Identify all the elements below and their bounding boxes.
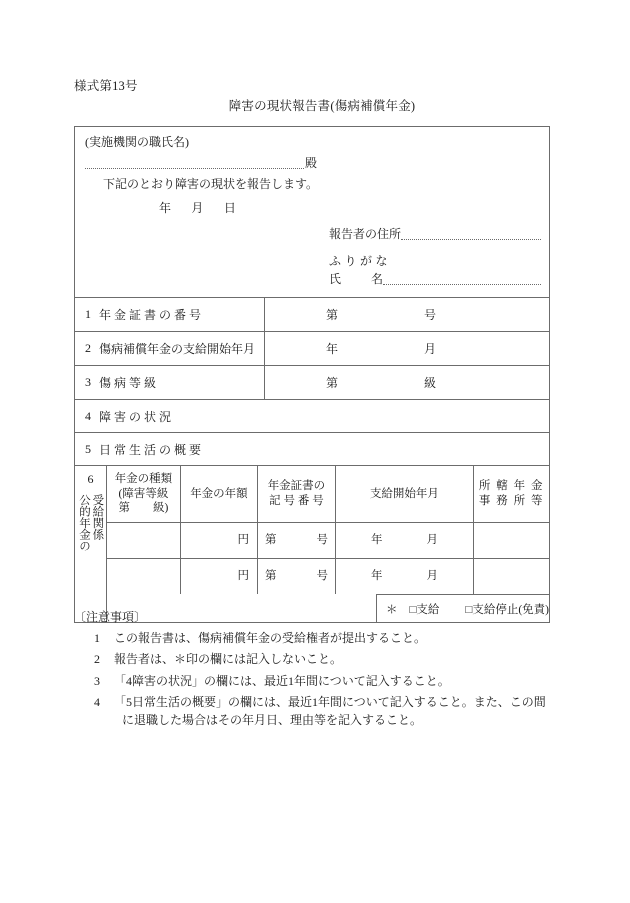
note-number: 3 [94,673,100,688]
table-row [107,522,549,558]
note-text-continuation: に退職した場合はその年月日、理由等を記入すること。 [122,713,423,727]
column-header-cert-symbol-number: 年金証書の 記 号 番 号 [258,466,336,522]
cell-annual-amount[interactable]: 円 [181,559,258,594]
reporter-address-label: 報告者の住所 [329,227,402,241]
cell-pension-type[interactable] [107,523,181,558]
pension-table-header-row [107,466,549,522]
note-item [74,672,554,690]
cell-cert-number[interactable]: 第 号 [258,523,336,558]
reporter-address-input-line[interactable] [401,227,541,240]
note-number: 1 [94,630,100,645]
note-item [74,629,554,647]
row-label-disability-condition[interactable]: 4 障 害 の 状 況 [75,399,549,432]
row-label-injury-grade: 3 傷 病 等 級 [75,366,265,399]
reporter-name-label: 氏 名 [329,272,384,286]
notes-title: 〔注意事項〕 [74,610,147,624]
cell-cert-number[interactable]: 第 号 [258,559,336,594]
cell-start-date[interactable]: 年 月 [336,559,474,594]
public-pension-side-label [75,466,107,622]
report-statement: 下記のとおり障害の現状を報告します。 [103,177,319,191]
note-text: この報告書は、傷病補償年金の受給権者が提出すること。 [114,630,427,645]
form-number: 様式第13号 [74,79,138,93]
column-header-pension-type: 年金の種類 (障害等級 第 級) [107,466,181,522]
row-value-pension-cert-number[interactable]: 第 号 [325,308,437,322]
row-label-daily-life-summary[interactable]: 5 日 常 生 活 の 概 要 [75,432,549,465]
note-text: 報告者は、＊印の欄には記入しないこと。 [114,652,343,666]
notes-section [74,608,554,728]
furigana-label: ふりがな [329,254,392,268]
cell-pension-office[interactable] [474,559,549,594]
column-header-annual-amount: 年金の年額 [181,466,258,522]
cell-start-date[interactable]: 年 月 [336,523,474,558]
table-row [75,365,549,399]
section-number: 6 [87,472,94,486]
furigana-field [329,255,541,267]
agency-name-label: (実施機関の職氏名) [85,135,189,149]
column-header-pension-office: 所 轄 年 金 事 務 所 等 [478,480,545,507]
date-day-label: 日 [223,201,237,215]
vertical-label-receipt-relation: 受給関係 [91,494,104,540]
row-value-injury-grade[interactable]: 第 級 [325,376,437,390]
note-item [74,693,554,711]
row-label-pension-cert-number: 1 年 金 証 書 の 番 号 [75,298,265,331]
agency-name-input-line[interactable] [85,155,304,169]
column-header-start-date: 支給開始年月 [336,466,474,522]
form-frame [74,126,550,623]
note-item [74,650,554,668]
date-month-label: 月 [191,201,204,215]
checkbox-option-suspended[interactable]: □支給停止(免責) [465,603,549,616]
reporter-name-field[interactable] [329,272,541,285]
vertical-label-public-pension: 公的年金の [77,494,90,552]
cell-annual-amount[interactable]: 円 [181,523,258,558]
table-row [107,558,549,594]
asterisk-marker: ＊ [385,603,398,616]
note-number: 4 [94,695,100,709]
cell-pension-office[interactable] [474,523,549,558]
reporter-header-block [75,127,549,297]
cell-pension-type[interactable] [107,559,181,594]
note-text: 「5日常生活の概要」の欄には、最近1年間について記入すること。また、この間 [114,695,546,709]
submission-date-line[interactable] [159,199,236,216]
note-number: 2 [94,652,100,666]
table-row [75,331,549,365]
public-pension-section [75,465,549,622]
reporter-address-field[interactable] [329,227,541,240]
row-value-benefit-start-date[interactable]: 年 月 [325,342,437,356]
reporter-name-input-line[interactable] [383,272,541,285]
date-year-label: 年 [159,201,172,215]
table-row [75,297,549,331]
note-text: 「4障害の状況」の欄には、最近1年間について記入すること。 [114,673,450,688]
row-label-benefit-start-date: 2 傷病補償年金の支給開始年月 [75,332,265,365]
agency-name-field[interactable] [85,155,317,169]
checkbox-option-paid[interactable]: □支給 [409,603,440,616]
dono-honorific: 殿 [304,156,317,170]
page-title: 障害の現状報告書(傷病補償年金) [228,99,416,113]
